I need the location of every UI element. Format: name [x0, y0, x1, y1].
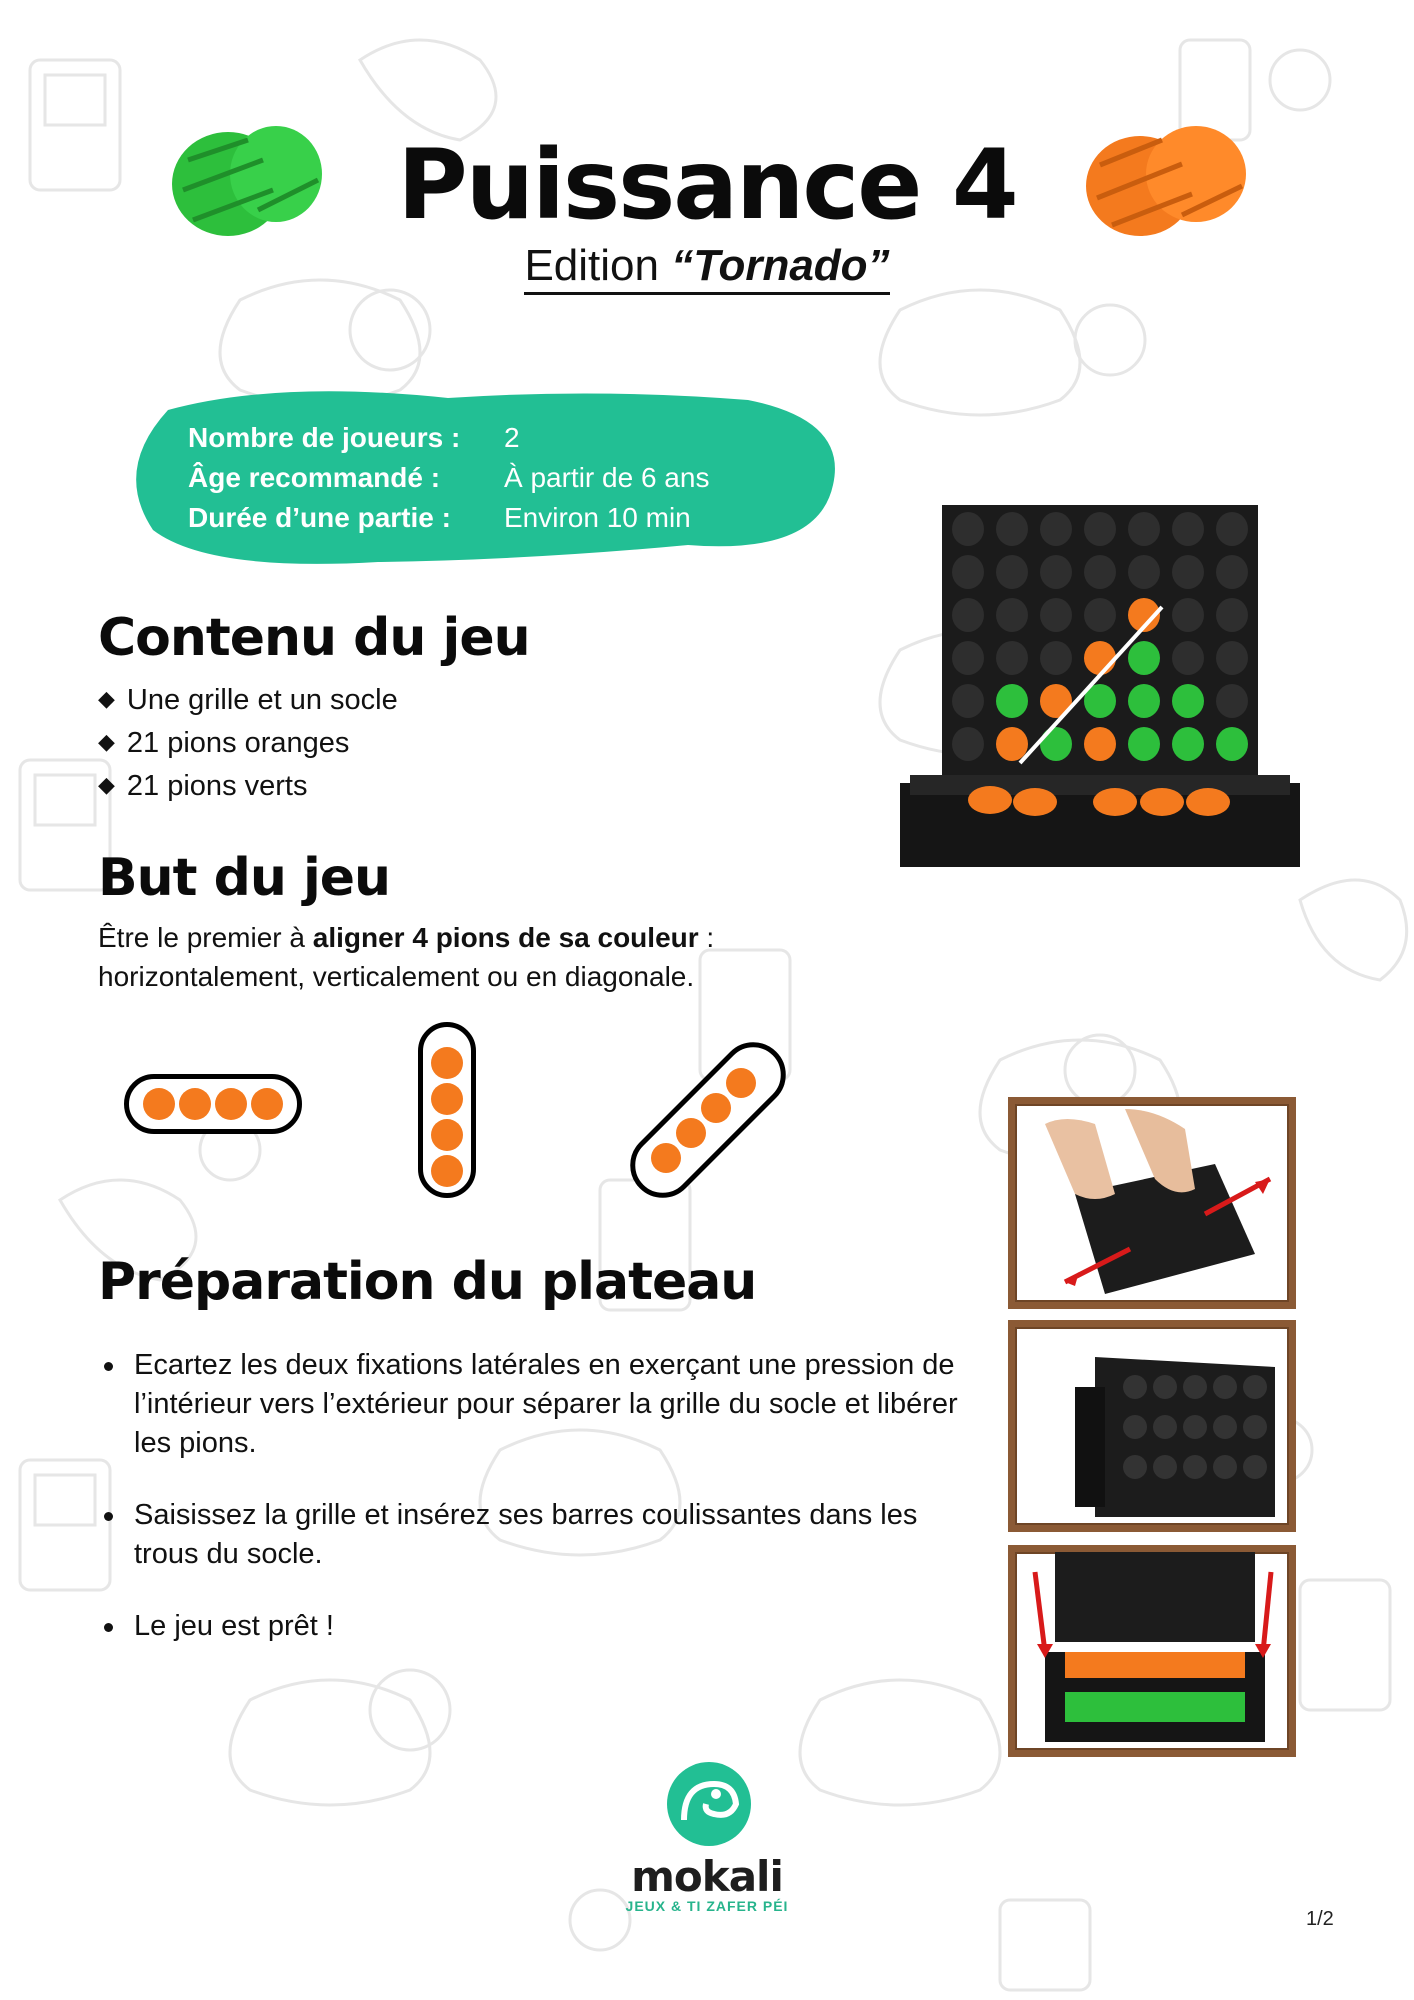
- list-item: Ecartez les deux fixations latérales en exerçant une pression de l’intérieur vers l’extérieur pour séparer la grille du socle et libérer les pions.: [98, 1346, 968, 1463]
- board-hole: [1216, 512, 1248, 546]
- board-hole: [1172, 555, 1204, 589]
- green-piece: [996, 684, 1028, 718]
- board-hole: [952, 641, 984, 675]
- goal-heading: But du jeu: [98, 848, 391, 908]
- logo-name: mokali: [631, 1852, 783, 1901]
- board-hole: [996, 512, 1028, 546]
- age-value: À partir de 6 ans: [504, 462, 710, 493]
- orange-piece: [1084, 641, 1116, 675]
- step3-photo: [1008, 1545, 1296, 1757]
- logo-tagline: JEUX & TI ZAFER PÉI: [625, 1898, 789, 1914]
- board-hole: [1172, 641, 1204, 675]
- board-hole: [952, 512, 984, 546]
- page-title: Puissance 4: [397, 129, 1017, 241]
- board-hole: [1128, 555, 1160, 589]
- board-hole: [1084, 598, 1116, 632]
- edition-subtitle: Edition “Tornado”: [0, 240, 1414, 292]
- green-piece: [1172, 684, 1204, 718]
- green-piece: [1216, 727, 1248, 761]
- board-hole: [1040, 598, 1072, 632]
- list-item: ◆ Une grille et un socle: [98, 678, 398, 721]
- contents-list: [98, 678, 398, 807]
- board-hole: [1040, 512, 1072, 546]
- green-piece: [1128, 641, 1160, 675]
- preparation-heading: Préparation du plateau: [98, 1252, 757, 1312]
- orange-piece: [1084, 727, 1116, 761]
- board-hole: [1172, 598, 1204, 632]
- board-hole: [1216, 555, 1248, 589]
- info-table: [188, 418, 709, 538]
- board-hole: [1084, 512, 1116, 546]
- board-hole: [1172, 512, 1204, 546]
- preparation-steps: [98, 1346, 968, 1679]
- board-hole: [1216, 684, 1248, 718]
- board-hole: [952, 555, 984, 589]
- board-hole: [1040, 555, 1072, 589]
- board-hole: [1216, 641, 1248, 675]
- board-hole: [996, 555, 1028, 589]
- board-hole: [952, 727, 984, 761]
- step1-photo: [1008, 1097, 1296, 1309]
- list-item: ◆ 21 pions oranges: [98, 721, 398, 764]
- goal-text: Être le premier à aligner 4 pions de sa couleur : horizontalement, verticalement ou en diagonale.: [98, 922, 715, 992]
- board-hole: [1128, 512, 1160, 546]
- green-piece: [1128, 727, 1160, 761]
- list-item: Le jeu est prêt !: [98, 1607, 968, 1646]
- orange-piece: [996, 727, 1028, 761]
- chameleon-logo-icon: [664, 1760, 754, 1848]
- duration-value: Environ 10 min: [504, 502, 691, 533]
- board-hole: [1216, 598, 1248, 632]
- age-label: Âge recommandé :: [188, 462, 441, 493]
- game-board-photo: [900, 505, 1300, 870]
- horizontal-alignment-icon: [124, 1074, 302, 1134]
- green-piece: [1172, 727, 1204, 761]
- board-hole: [1040, 641, 1072, 675]
- green-piece: [1128, 684, 1160, 718]
- board-hole: [996, 598, 1028, 632]
- list-item: Saisissez la grille et insérez ses barres coulissantes dans les trous du socle.: [98, 1496, 968, 1574]
- green-piece: [1040, 727, 1072, 761]
- board-hole: [952, 684, 984, 718]
- players-label: Nombre de joueurs :: [188, 422, 461, 453]
- vertical-alignment-icon: [418, 1022, 476, 1198]
- duration-label: Durée d’une partie :: [188, 502, 451, 533]
- list-item: ◆ 21 pions verts: [98, 764, 398, 807]
- contents-heading: Contenu du jeu: [98, 608, 530, 668]
- players-value: 2: [504, 422, 520, 453]
- board-hole: [1084, 555, 1116, 589]
- page-number: 1/2: [1306, 1908, 1334, 1930]
- step2-photo: [1008, 1320, 1296, 1532]
- board-hole: [996, 641, 1028, 675]
- diagonal-alignment-icon: [628, 1040, 788, 1200]
- board-hole: [952, 598, 984, 632]
